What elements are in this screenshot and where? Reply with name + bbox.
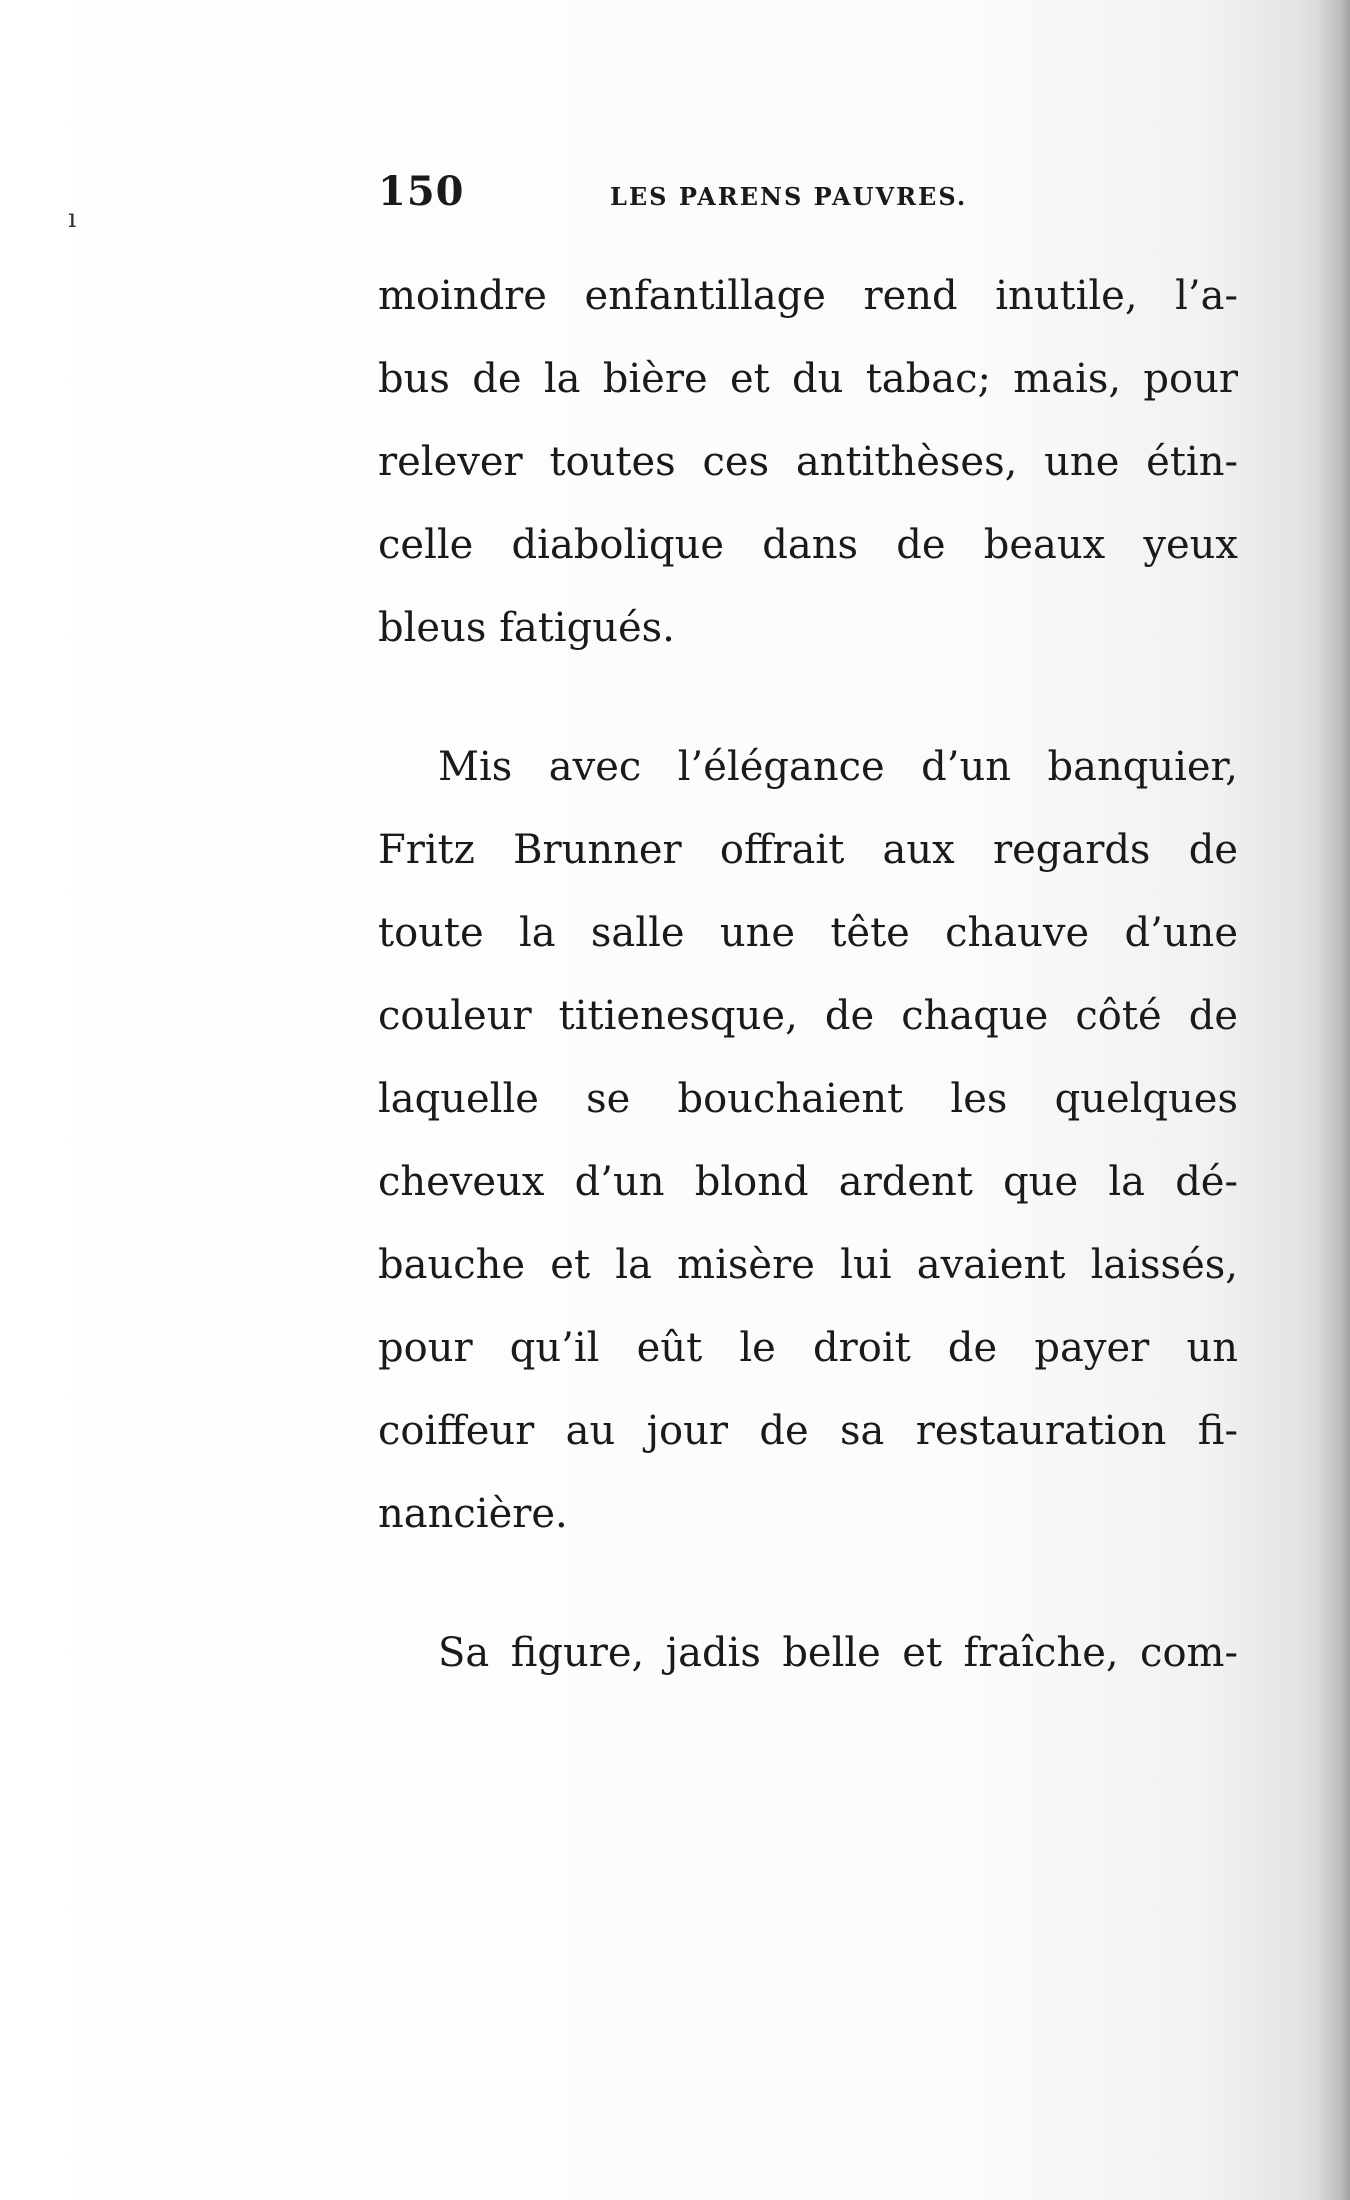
text-line: Fritz Brunner offrait aux regards de xyxy=(378,827,1238,873)
text-line: toute la salle une tête chauve d’une xyxy=(378,910,1238,956)
text-line: laquelle se bouchaient les quelques xyxy=(378,1076,1238,1122)
text-line: Sa figure, jadis belle et fraîche, com- xyxy=(438,1630,1238,1676)
page-number: 150 xyxy=(378,168,465,215)
paragraph-3 xyxy=(378,1612,1238,1695)
stray-ink-mark: ı xyxy=(68,204,77,234)
text-line: bus de la bière et du tabac; mais, pour xyxy=(378,356,1238,402)
paragraph-1 xyxy=(378,255,1238,670)
text-line: cheveux d’un blond ardent que la dé- xyxy=(378,1159,1238,1205)
paragraph-2 xyxy=(378,726,1238,1556)
text-line: relever toutes ces antithèses, une étin- xyxy=(378,439,1238,485)
text-line: nancière. xyxy=(378,1491,568,1537)
text-line: pour qu’il eût le droit de payer un xyxy=(378,1325,1238,1371)
page-edge-shadow xyxy=(1316,0,1350,2200)
paragraph-gap xyxy=(378,670,1238,726)
text-line: couleur titienesque, de chaque côté de xyxy=(378,993,1238,1039)
text-line: moindre enfantillage rend inutile, l’a- xyxy=(378,273,1238,319)
text-line: Mis avec l’élégance d’un banquier, xyxy=(438,744,1238,790)
paragraph-gap xyxy=(378,1556,1238,1612)
page-header xyxy=(378,168,1238,218)
text-line: celle diabolique dans de beaux yeux xyxy=(378,522,1238,568)
text-line: coiffeur au jour de sa restauration fi- xyxy=(378,1408,1238,1454)
running-title: LES PARENS PAUVRES. xyxy=(610,182,968,211)
body-text xyxy=(378,255,1238,1695)
text-line: bleus fatigués. xyxy=(378,605,675,651)
text-line: bauche et la misère lui avaient laissés, xyxy=(378,1242,1238,1288)
